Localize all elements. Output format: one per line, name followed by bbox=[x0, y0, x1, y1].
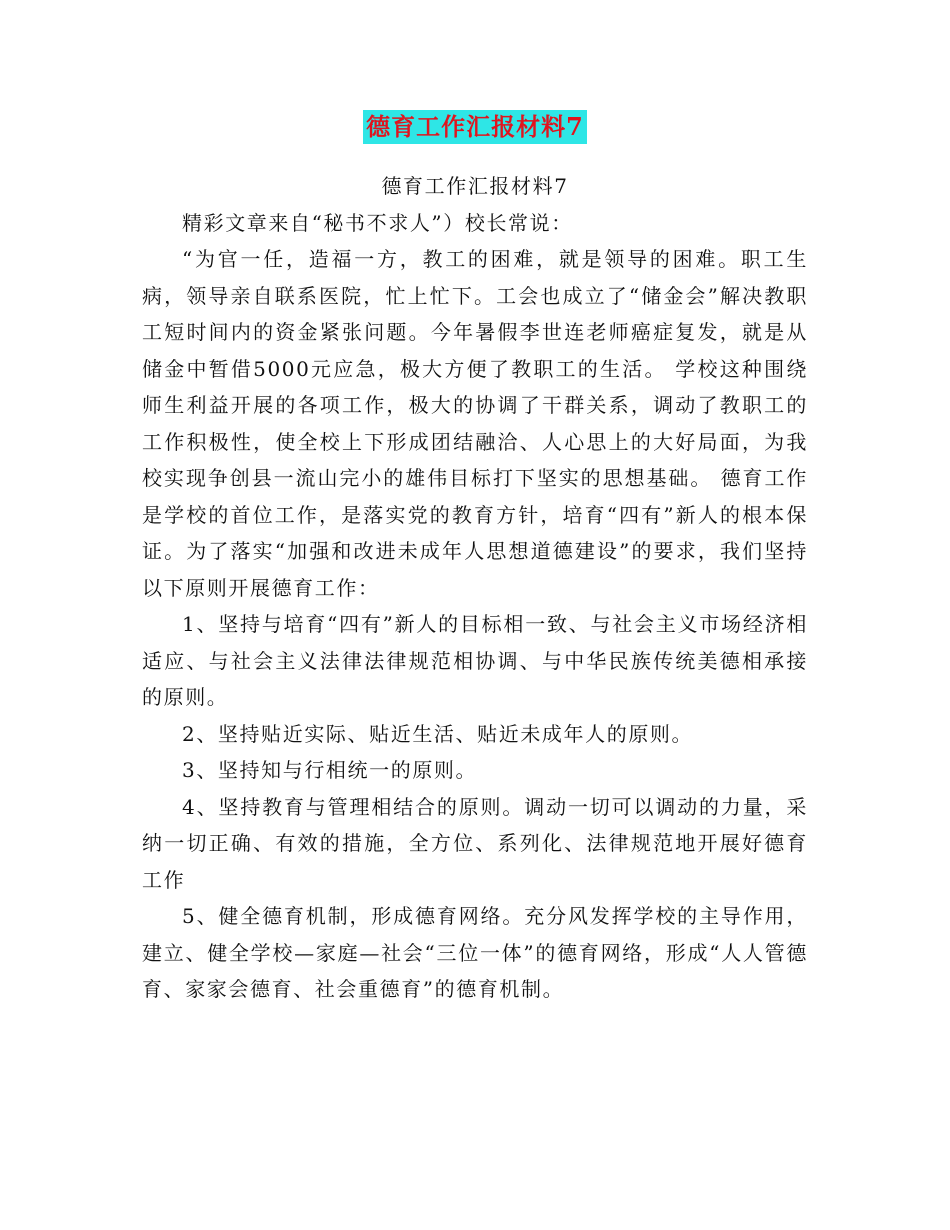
paragraph-intro: 精彩文章来自“秘书不求人”）校长常说： bbox=[182, 210, 573, 235]
paragraph-principle-1: 1、坚持与培育“四有”新人的目标相一致、与社会主义市场经济相适应、与社会主义法律法律规范相协调、与中华民族传统美德相承接的原则。 bbox=[142, 612, 808, 709]
document-subtitle: 德育工作汇报材料7 bbox=[381, 174, 569, 198]
paragraph-principle-4: 4、坚持教育与管理相结合的原则。调动一切可以调动的力量，采纳一切正确、有效的措施，全方位、系列化、法律规范地开展好德育工作 bbox=[142, 794, 808, 892]
paragraph-principle-2: 2、坚持贴近实际、贴近生活、贴近未成年人的原则。 bbox=[182, 721, 694, 746]
paragraph-quote: “为官一任，造福一方，教工的困难，就是领导的困难。职工生病，领导亲自联系医院，忙上忙下。工会也成立了“储金会”解决教职工短时间内的资金紧张问题。今年暑假李世连老师癌症复发，就是从储金中暂借5000元应急，极大方便了教职工的生活。 学校这种围绕师生利益开展的各项工作，极大的协调了干群关系，调动了教职工的工作积极性，使全校上下形成团结融洽、人心思上的大好局面，为我校实现争创县一流山完小的雄伟目标打下坚实的思想基础。 德育工作是学校的首位工作，是落实党的教育方针，培育“四有”新人的根本保证。为了落实“加强和改进未成年人思想道德建设”的要求，我们坚持以下原则开展德育工作： bbox=[142, 247, 808, 600]
title-block bbox=[0, 110, 950, 144]
document-title: 德育工作汇报材料7 bbox=[363, 110, 587, 144]
paragraph-principle-5: 5、健全德育机制，形成德育网络。充分风发挥学校的主导作用，建立、健全学校—家庭—社会“三位一体”的德育网络，形成“人人管德育、家家会德育、社会重德育”的德育机制。 bbox=[142, 904, 808, 1001]
document-body bbox=[142, 168, 808, 1008]
paragraph-principle-3: 3、坚持知与行相统一的原则。 bbox=[182, 758, 478, 782]
